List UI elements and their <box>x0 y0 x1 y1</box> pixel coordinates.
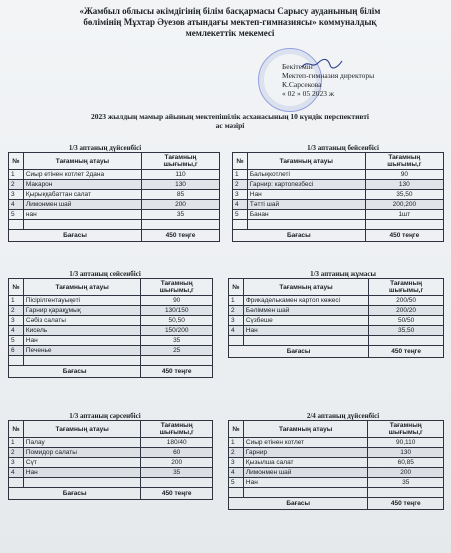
menu-table <box>232 152 444 242</box>
header-number: № <box>9 153 24 170</box>
table-row <box>9 458 213 468</box>
header-amount-line-2: шығымы,г <box>387 161 422 168</box>
table-header-row <box>233 153 444 170</box>
price-value: 450 теңге <box>141 366 213 378</box>
header-amount-line-2: шығымы,г <box>388 429 423 436</box>
row-number: 1 <box>9 296 24 306</box>
header-amount-line-1: Тағамның <box>389 422 422 429</box>
header-amount <box>365 153 443 170</box>
row-number: 4 <box>9 200 24 210</box>
dish-name: нан <box>23 210 141 220</box>
price-value: 450 теңге <box>365 230 443 242</box>
menu-title-line-2: ас мәзірі <box>215 121 245 130</box>
row-number: 3 <box>9 458 24 468</box>
table-row <box>9 306 213 316</box>
spacer-row <box>233 220 444 230</box>
dish-name: Нан <box>247 190 365 200</box>
day-title: 1/3 аптаның дүйсенбісі <box>68 144 142 152</box>
header-dish-name: Тағамның атауы <box>23 153 141 170</box>
dish-amount: 180/40 <box>141 438 213 448</box>
row-number: 1 <box>229 438 244 448</box>
header-dish-name: Тағамның атауы <box>243 279 368 296</box>
row-number: 4 <box>229 326 244 336</box>
dish-name: Нан <box>23 468 140 478</box>
table-row <box>9 210 220 220</box>
row-number: 5 <box>233 210 248 220</box>
table-row <box>9 326 213 336</box>
table-row <box>9 468 213 478</box>
dish-amount: 130 <box>368 448 444 458</box>
empty-cell <box>23 356 141 366</box>
dish-amount: 60,85 <box>368 458 444 468</box>
dish-amount: 35,50 <box>365 190 443 200</box>
empty-cell <box>243 488 368 498</box>
menu-table <box>8 420 213 500</box>
header-amount-line-2: шығымы,г <box>163 161 198 168</box>
empty-cell <box>9 478 24 488</box>
table-row <box>229 316 444 326</box>
row-number: 1 <box>9 438 24 448</box>
menu-table <box>228 420 444 510</box>
dish-amount: 35 <box>368 478 444 488</box>
dish-name: Сиыр етінен котлет 2дана <box>23 170 141 180</box>
header-number: № <box>9 279 24 296</box>
header-amount-line-2: шығымы,г <box>159 429 194 436</box>
row-number: 4 <box>233 200 248 210</box>
row-number: 2 <box>229 306 244 316</box>
empty-cell <box>23 478 140 488</box>
dish-name: Сиыр етінен котлет <box>243 438 368 448</box>
day-title: 1/3 аптаның сейсенбісі <box>69 270 141 278</box>
dish-name: Нан <box>243 326 368 336</box>
dish-amount: 200 <box>142 200 220 210</box>
table-header-row <box>229 421 444 438</box>
dish-name: Кисель <box>23 326 141 336</box>
dish-amount: 90,110 <box>368 438 444 448</box>
price-row <box>9 366 213 378</box>
dish-amount: 35 <box>141 468 213 478</box>
row-number: 2 <box>9 448 24 458</box>
dish-amount: 150/200 <box>141 326 213 336</box>
table-row <box>233 170 444 180</box>
empty-cell <box>369 336 444 346</box>
price-label: Бағасы <box>229 498 368 510</box>
dish-amount: 1шт <box>365 210 443 220</box>
header-amount-line-1: Тағамның <box>390 280 423 287</box>
table-row <box>9 200 220 210</box>
dish-name: Қызылша салат <box>243 458 368 468</box>
row-number: 4 <box>229 468 244 478</box>
table-row <box>233 180 444 190</box>
table-row <box>9 180 220 190</box>
spacer-row <box>9 356 213 366</box>
empty-cell <box>229 336 244 346</box>
table-row <box>233 190 444 200</box>
table-row <box>229 306 444 316</box>
row-number: 1 <box>233 170 248 180</box>
dish-amount: 110 <box>142 170 220 180</box>
approval-date: « 02 » 05 2023 ж <box>282 89 335 98</box>
dish-amount: 200 <box>368 468 444 478</box>
header-amount-line-2: шығымы,г <box>389 287 424 294</box>
dish-name: Макарон <box>23 180 141 190</box>
dish-amount: 50,50 <box>141 316 213 326</box>
dish-name: Нан <box>243 478 368 488</box>
dish-name: Лимонмен шай <box>23 200 141 210</box>
dish-amount: 130/150 <box>141 306 213 316</box>
day-title: 1/3 аптаның бейсенбісі <box>307 144 379 152</box>
dish-name: Сүт <box>23 458 140 468</box>
dish-amount: 130 <box>142 180 220 190</box>
dish-name: Сәбіз салаты <box>23 316 141 326</box>
price-row <box>9 488 213 500</box>
dish-name: Лимонмен шай <box>243 468 368 478</box>
header-number: № <box>229 421 244 438</box>
dish-amount: 90 <box>365 170 443 180</box>
dish-amount: 50/50 <box>369 316 444 326</box>
menu-table <box>8 278 213 378</box>
table-header-row <box>229 279 444 296</box>
price-value: 450 теңге <box>141 488 213 500</box>
dish-amount: 35 <box>142 210 220 220</box>
table-header-row <box>9 153 220 170</box>
school-header <box>30 6 430 39</box>
header-dish-name: Тағамның атауы <box>247 153 365 170</box>
dish-amount: 25 <box>141 346 213 356</box>
price-row <box>229 346 444 358</box>
table-row <box>233 210 444 220</box>
header-amount <box>141 279 213 296</box>
price-row <box>229 498 444 510</box>
price-label: Бағасы <box>9 366 141 378</box>
approval-name: К.Сарсекова <box>282 80 322 89</box>
day-title: 1/3 аптаның жұмасы <box>310 270 376 278</box>
empty-cell <box>229 488 244 498</box>
dish-name: Помидор салаты <box>23 448 140 458</box>
approval-block <box>282 62 442 98</box>
empty-cell <box>141 478 213 488</box>
row-number: 2 <box>233 180 248 190</box>
dish-name: Гарнир: картопезбесі <box>247 180 365 190</box>
row-number: 5 <box>229 478 244 488</box>
table-row <box>229 458 444 468</box>
row-number: 4 <box>9 326 24 336</box>
day-title: 2/4 аптаның дүйсенбісі <box>306 412 380 420</box>
dish-amount: 90 <box>141 296 213 306</box>
header-number: № <box>9 421 24 438</box>
table-row <box>229 448 444 458</box>
empty-cell <box>247 220 365 230</box>
table-row <box>9 316 213 326</box>
header-number: № <box>233 153 248 170</box>
spacer-row <box>9 220 220 230</box>
menu-title <box>40 112 420 130</box>
row-number: 2 <box>9 180 24 190</box>
header-amount <box>141 421 213 438</box>
table-header-row <box>9 421 213 438</box>
table-row <box>9 190 220 200</box>
price-label: Бағасы <box>9 230 142 242</box>
header-dish-name: Тағамның атауы <box>23 421 140 438</box>
menu-table <box>8 152 220 242</box>
header-amount <box>368 421 444 438</box>
table-row <box>233 200 444 210</box>
price-label: Бағасы <box>9 488 141 500</box>
row-number: 5 <box>9 336 24 346</box>
empty-cell <box>141 356 213 366</box>
dish-name: Фрикаделькамен картоп көжесі <box>243 296 368 306</box>
price-value: 450 теңге <box>368 498 444 510</box>
dish-name: Нан <box>23 336 141 346</box>
empty-cell <box>243 336 368 346</box>
row-number: 4 <box>9 468 24 478</box>
dish-amount: 35,50 <box>369 326 444 336</box>
dish-name: Қырыққабаттан салат <box>23 190 141 200</box>
price-row <box>9 230 220 242</box>
dish-amount: 60 <box>141 448 213 458</box>
header-dish-name: Тағамның атауы <box>243 421 368 438</box>
row-number: 1 <box>229 296 244 306</box>
header-line-2: бөлімінің Мұхтар Әуезов атындағы мектеп-гимназиясы» коммуналдық <box>83 17 377 27</box>
spacer-row <box>229 336 444 346</box>
dish-amount: 200/50 <box>369 296 444 306</box>
price-label: Бағасы <box>229 346 369 358</box>
dish-name: Пісірілгентауықеті <box>23 296 141 306</box>
table-row <box>229 438 444 448</box>
price-value: 450 теңге <box>369 346 444 358</box>
row-number: 3 <box>229 316 244 326</box>
header-amount-line-2: шығымы,г <box>159 287 194 294</box>
empty-cell <box>23 220 141 230</box>
row-number: 3 <box>9 316 24 326</box>
approval-label: Бекітемін <box>282 62 313 71</box>
header-number: № <box>229 279 244 296</box>
table-row <box>229 326 444 336</box>
empty-cell <box>9 220 24 230</box>
approval-position: Мектеп-гимназия директоры <box>282 71 375 80</box>
header-dish-name: Тағамның атауы <box>23 279 141 296</box>
empty-cell <box>233 220 248 230</box>
dish-name: Печенье <box>23 346 141 356</box>
menu-title-line-1: 2023 жылдың мамыр айының мектепішілік асханасының 10 күндік перспективті <box>90 112 370 121</box>
header-line-1: «Жамбыл облысы әкімдігінің білім басқармасы Сарысу ауданының білім <box>79 6 381 16</box>
row-number: 6 <box>9 346 24 356</box>
table-row <box>9 346 213 356</box>
spacer-row <box>229 488 444 498</box>
row-number: 3 <box>229 458 244 468</box>
header-line-3: мемлекеттік мекемесі <box>185 28 275 38</box>
dish-name: Гарнир қарақұмық <box>23 306 141 316</box>
empty-cell <box>9 356 24 366</box>
price-value: 450 теңге <box>142 230 220 242</box>
dish-amount: 200/20 <box>369 306 444 316</box>
table-row <box>9 170 220 180</box>
header-amount <box>142 153 220 170</box>
dish-amount: 130 <box>365 180 443 190</box>
table-row <box>229 468 444 478</box>
row-number: 2 <box>229 448 244 458</box>
spacer-row <box>9 478 213 488</box>
header-amount-line-1: Тағамның <box>160 422 193 429</box>
empty-cell <box>365 220 443 230</box>
row-number: 5 <box>9 210 24 220</box>
header-amount-line-1: Тағамның <box>160 280 193 287</box>
header-amount-line-1: Тағамның <box>164 154 197 161</box>
dish-amount: 35 <box>141 336 213 346</box>
price-row <box>233 230 444 242</box>
price-label: Бағасы <box>233 230 366 242</box>
table-row <box>229 296 444 306</box>
dish-name: Банан <box>247 210 365 220</box>
table-row <box>9 448 213 458</box>
dish-name: Бәліммен шай <box>243 306 368 316</box>
dish-name: Сүзбеше <box>243 316 368 326</box>
menu-table <box>228 278 444 358</box>
header-amount-line-1: Тағамның <box>388 154 421 161</box>
table-row <box>9 438 213 448</box>
day-title: 1/3 аптаның сәрсенбісі <box>69 412 141 420</box>
table-header-row <box>9 279 213 296</box>
dish-name: Тәтті шай <box>247 200 365 210</box>
empty-cell <box>142 220 220 230</box>
table-row <box>229 478 444 488</box>
dish-name: Балықкотлеті <box>247 170 365 180</box>
row-number: 3 <box>233 190 248 200</box>
row-number: 1 <box>9 170 24 180</box>
dish-amount: 200,200 <box>365 200 443 210</box>
dish-amount: 200 <box>141 458 213 468</box>
row-number: 2 <box>9 306 24 316</box>
table-row <box>9 336 213 346</box>
table-row <box>9 296 213 306</box>
header-amount <box>369 279 444 296</box>
row-number: 3 <box>9 190 24 200</box>
dish-name: Палау <box>23 438 140 448</box>
dish-name: Гарнир <box>243 448 368 458</box>
dish-amount: 85 <box>142 190 220 200</box>
empty-cell <box>368 488 444 498</box>
